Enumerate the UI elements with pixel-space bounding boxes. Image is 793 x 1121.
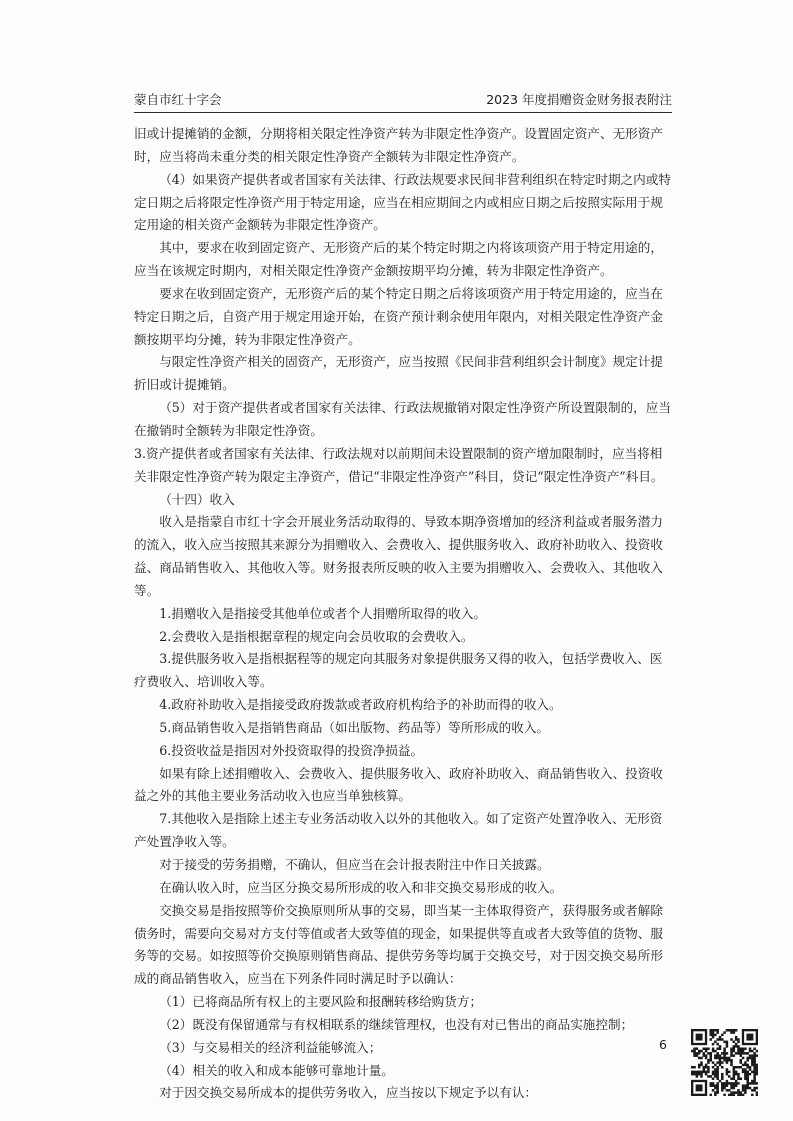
header-organization: 蒙自市红十字会	[134, 92, 222, 107]
list-item-service-income: 3.提供服务收入是指根据程等的规定向其服务对象提供服务又得的收入，包括学费收入、医疗费收入、培训收入等。	[134, 651, 663, 690]
paragraph-item-4: （4）如果资产提供者或者国家有关法律、行政法规要求民间非营利组织在特定时期之内或特定日期之后将限定性净资产用于特定用途，应当在相应期间之内或相应日期之后按照实际用于规定用途的相关资产金额转为非限定性净资产。	[134, 171, 671, 233]
paragraph-depreciation: 与限定性净资产相关的固资产，无形资产，应当按照《民间非营利组织会计制度》规定计提折旧或计提摊销。	[134, 354, 663, 393]
paragraph-labor-donation: 对于接受的劳务捐赠，不确认，但应当在会计报表附注中作日关披露。	[159, 857, 550, 872]
paragraph-within-period: 其中，要求在收到固定资产、无形资产后的某个特定时期之内将该项资产用于特定用途的，应当在该规定时期内，对相关限定性净资产金额按期平均分摊，转为非限定性净资产。	[134, 240, 663, 279]
paragraph-exchange-transaction: 交换交易是指按照等价交换原则所从事的交易，即当某一主体取得资产，获得服务或者解除债务时，需要向交易对方支付等值或者大致等值的现金，如果提供等直或者大致等值的货物、服务等的交易。如按照等价交换原则销售商品、提供劳务等均属于交换交号，对于因交换交易所形成的商品销售收入，应当在下列条件同时满足时予以确认：	[134, 902, 663, 987]
page-number: 6	[659, 1037, 667, 1052]
document-body	[134, 123, 672, 1105]
paragraph-recognition: 在确认收入时，应当区分换交易所形成的收入和非交换交易形成的收入。	[159, 879, 563, 895]
list-item-other-income: 7.其他收入是指除上述主专业务活动收入以外的其他收入。如了定资产处置净收入、无形资产处置净收入等。	[134, 811, 663, 850]
condition-item-4: （4）相关的收入和成本能够可靠地计量。	[159, 1062, 394, 1078]
list-item-donation-income: 1.捐赠收入是指接受其他单位或者个人捐赠所取得的收入。	[159, 605, 487, 621]
paragraph-after-date: 要求在收到固定资产，无形资产后的某个特定日期之后将该项资产用于特定用途的，应当在特定日期之后，自资产用于规定用途开始，在资产预计剩余使用年限内，对相关限定性净资产金额按期平均分摊，转为非限定性净资产。	[134, 285, 663, 347]
list-item-investment-income: 6.投资收益是指因对外投资取得的投资净损益。	[159, 742, 424, 758]
paragraph-item-3: 3.资产提供者或者国家有关法律、行政法规对以前期间未设置限制的资产增加限制时，应当将相关非限定性净资产转为限定主净资产，借记“非限定性净资产”科目，贷记“限定性净资产”科目。	[134, 445, 664, 484]
list-item-government-grant: 4.政府补助收入是指接受政府拨款或者政府机构给予的补助而得的收入。	[159, 697, 562, 713]
condition-item-2: （2）既没有保留通常与有权相联系的继续管理权，也没有对已售出的商品实施控制；	[159, 1016, 634, 1032]
list-item-membership-income: 2.会费收入是指根据章程的规定向会员收取的会费收入。	[159, 628, 474, 644]
section-heading-revenue: （十四）收入	[159, 491, 235, 507]
condition-item-3: （3）与交易相关的经济利益能够流入；	[159, 1039, 382, 1055]
condition-item-1: （1）已将商品所有权上的主要风险和报酬转移给购货方；	[159, 994, 483, 1010]
qr-code	[691, 1029, 758, 1096]
page-header	[134, 88, 672, 113]
paragraph-other-business-income: 如果有除上述捐赠收入、会费收入、提供服务收入、政府补助收入、商品销售收入、投资收益之外的其他主要业务活动收入也应当单独核算。	[134, 765, 663, 804]
list-item-sales-income: 5.商品销售收入是指销售商品（如出版物、药品等）等所形成的收入。	[159, 719, 550, 735]
paragraph-revenue-definition: 收入是指蒙自市红十字会开展业务活动取得的、导致本期净资增加的经济利益或者服务潜力的流入，收入应当按照其来源分为捐赠收入、会费收入、提供服务收入、政府补助收入、投资收益、商品销售收入、其他收入等。财务报表所反映的收入主要为捐赠收入、会费收入、其他收入等。	[134, 514, 663, 598]
paragraph-service-revenue: 对于因交换交易所成本的提供劳务收入，应当按以下规定予以有认：	[159, 1085, 537, 1101]
paragraph-continued: 旧或计提摊销的金额，分期将相关限定性净资产转为非限定性净资产。设置固定资产、无形资产时，应当将尚未重分类的相关限定性净资产全额转为非限定性净资产。	[134, 126, 663, 164]
paragraph-item-5: （5）对于资产提供者或者国家有关法律、行政法规撤销对限定性净资产所设置限制的，应当在撤销时全额转为非限定性净资。	[134, 400, 671, 438]
header-document-title: 2023 年度捐赠资金财务报表附注	[486, 92, 672, 107]
